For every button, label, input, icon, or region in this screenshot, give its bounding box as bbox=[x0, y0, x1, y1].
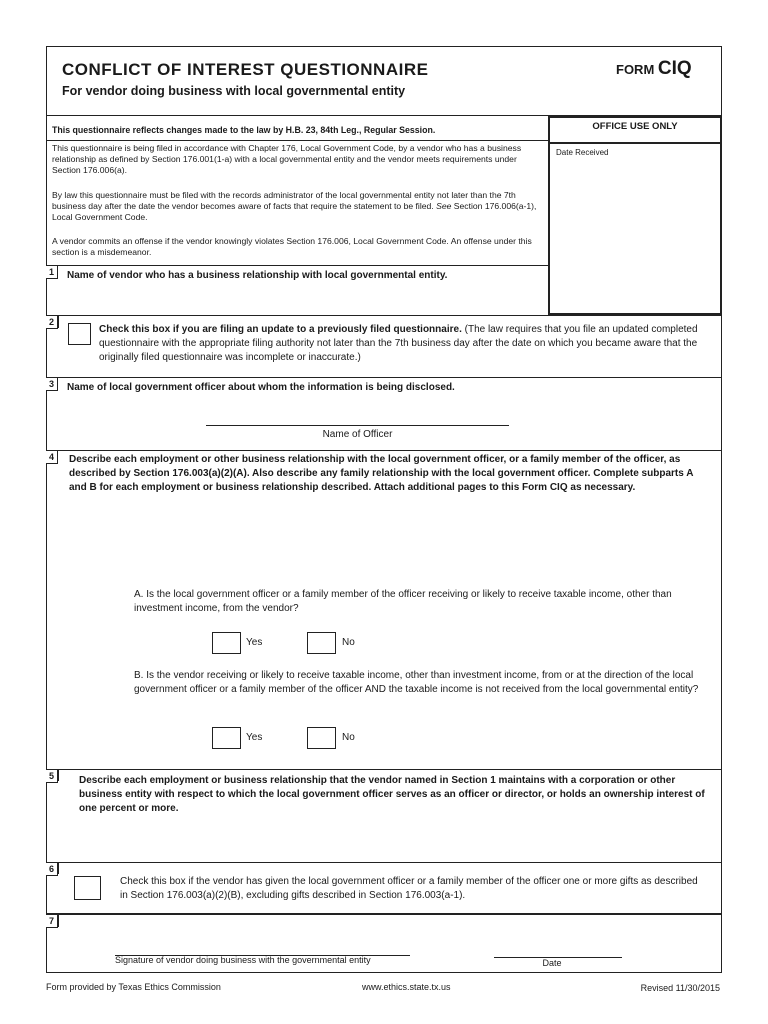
section-4-divider bbox=[46, 450, 722, 451]
signature-label: Signature of vendor doing business with the governmental entity bbox=[115, 955, 371, 965]
section-2-rest-text: (The law requires that you file an updated completed questionnaire with the appropriate filing authority not later than the 7th business day after the date on which you became aware that the originally filed questionnaire was incomplete or inaccurate.) bbox=[99, 324, 698, 363]
section-7-number: 7 bbox=[46, 914, 58, 928]
business-entity-description-field[interactable] bbox=[60, 820, 710, 858]
section-3-question: Name of local government officer about whom the information is being disclosed. bbox=[67, 382, 455, 393]
officer-name-field[interactable] bbox=[206, 404, 509, 424]
form-code: CIQ bbox=[657, 58, 692, 79]
office-use-divider bbox=[548, 142, 722, 144]
office-use-heading: OFFICE USE ONLY bbox=[592, 121, 678, 132]
section-5-tick bbox=[58, 769, 59, 781]
date-field[interactable] bbox=[494, 938, 622, 956]
officer-name-label: Name of Officer bbox=[322, 429, 393, 440]
footer-revision: Revised 11/30/2015 bbox=[640, 983, 720, 993]
subpart-a-no-label: No bbox=[342, 637, 355, 648]
form-subtitle: For vendor doing business with local governmental entity bbox=[62, 84, 406, 98]
subpart-a-yes-checkbox[interactable] bbox=[212, 632, 241, 654]
section-6-divider bbox=[46, 862, 722, 863]
intro-para-3: A vendor commits an offense if the vendor knowingly violates Section 176.006, Local Government Code. An offense under this section is a misdemeanor. bbox=[52, 236, 532, 257]
subpart-b-no-label: No bbox=[342, 732, 355, 743]
section-1-divider bbox=[46, 265, 548, 266]
update-checkbox[interactable] bbox=[68, 323, 91, 345]
subpart-a-yes-label: Yes bbox=[246, 637, 263, 648]
section-1-question: Name of vendor who has a business relationship with local governmental entity. bbox=[67, 270, 448, 281]
vendor-name-field[interactable] bbox=[60, 288, 540, 310]
section-7-tick bbox=[58, 914, 59, 927]
intro-para-2 bbox=[52, 190, 542, 223]
section-1-number: 1 bbox=[46, 265, 58, 279]
section-3-divider bbox=[46, 377, 722, 378]
footer-website[interactable]: www.ethics.state.tx.us bbox=[362, 982, 451, 992]
intro-para-1: This questionnaire is being filed in accordance with Chapter 176, Local Government Code, by a vendor who has a business relationship as defined by Section 176.001(1-a) with a local governmental entity and the vendor meets requirements under Section 176.006(a). bbox=[52, 143, 522, 175]
date-received-label: Date Received bbox=[556, 148, 609, 157]
section-3-number: 3 bbox=[46, 377, 58, 391]
signature-field[interactable] bbox=[115, 935, 410, 955]
section-6-tick bbox=[58, 862, 59, 874]
date-label: Date bbox=[542, 958, 562, 968]
subpart-b-no-checkbox[interactable] bbox=[307, 727, 336, 749]
section-6-text: Check this box if the vendor has given the local government officer or a family member of the officer one or more gifts as described in Section 176.003(a)(2)(B), excluding gifts described in Section 176.003(a-1). bbox=[120, 876, 698, 901]
intro-heading-divider bbox=[46, 140, 548, 141]
subpart-b-question: B. Is the vendor receiving or likely to receive taxable income, other than investment income, from or at the direction of the local government officer or a family member of the officer AND the taxable income is not received from the local governmental entity? bbox=[134, 670, 699, 695]
form-code-label bbox=[616, 58, 692, 80]
date-received-field[interactable] bbox=[556, 160, 716, 310]
intro-para-2-ref: Section 176.006(a-1), Local Government Code. bbox=[52, 201, 537, 222]
relationship-description-field[interactable] bbox=[60, 515, 710, 575]
section-5-divider bbox=[46, 769, 722, 770]
subpart-a-no-checkbox[interactable] bbox=[307, 632, 336, 654]
form-prefix: FORM bbox=[616, 62, 655, 77]
intro-para-2-text: By law this questionnaire must be filed with the records administrator of the local governmental entity not later than the 7th business day after the date the vendor becomes aware of facts that require the statement to be filed. bbox=[52, 190, 516, 211]
section-2-number: 2 bbox=[46, 315, 58, 329]
section-5-number: 5 bbox=[46, 769, 58, 783]
form-title: CONFLICT OF INTEREST QUESTIONNAIRE bbox=[62, 60, 429, 79]
section-4-question: Describe each employment or other business relationship with the local government officer, or a family member of the officer, as described by Section 176.003(a)(2)(A). Also describe any family relationship with the local government officer. Complete subparts A and B for each employment or business relationship described. Attach additional pages to this Form CIQ as necessary. bbox=[69, 454, 694, 493]
footer-provider: Form provided by Texas Ethics Commission bbox=[46, 982, 221, 992]
section-4-number: 4 bbox=[46, 450, 58, 464]
section-5-question: Describe each employment or business relationship that the vendor named in Section 1 maintains with a corporation or other business entity with respect to which the local government officer serves as an officer or director, or holds an ownership interest of one percent or more. bbox=[79, 775, 705, 814]
section-2-tick bbox=[58, 315, 59, 328]
section-7-divider bbox=[46, 913, 722, 915]
intro-heading: This questionnaire reflects changes made to the law by H.B. 23, 84th Leg., Regular Session. bbox=[52, 125, 436, 135]
section-6-number: 6 bbox=[46, 862, 58, 876]
gifts-checkbox[interactable] bbox=[74, 876, 101, 900]
subpart-b-yes-label: Yes bbox=[246, 732, 263, 743]
section-2-bold-text: Check this box if you are filing an update to a previously filed questionnaire. bbox=[99, 324, 462, 335]
officer-name-line bbox=[206, 425, 509, 426]
subpart-a-question: A. Is the local government officer or a family member of the officer receiving or likely to receive taxable income, other than investment income, from the vendor? bbox=[134, 589, 672, 614]
subpart-b-yes-checkbox[interactable] bbox=[212, 727, 241, 749]
section-2-divider bbox=[46, 315, 722, 316]
section-2-text bbox=[99, 323, 707, 365]
intro-para-2-see: See bbox=[436, 201, 452, 211]
